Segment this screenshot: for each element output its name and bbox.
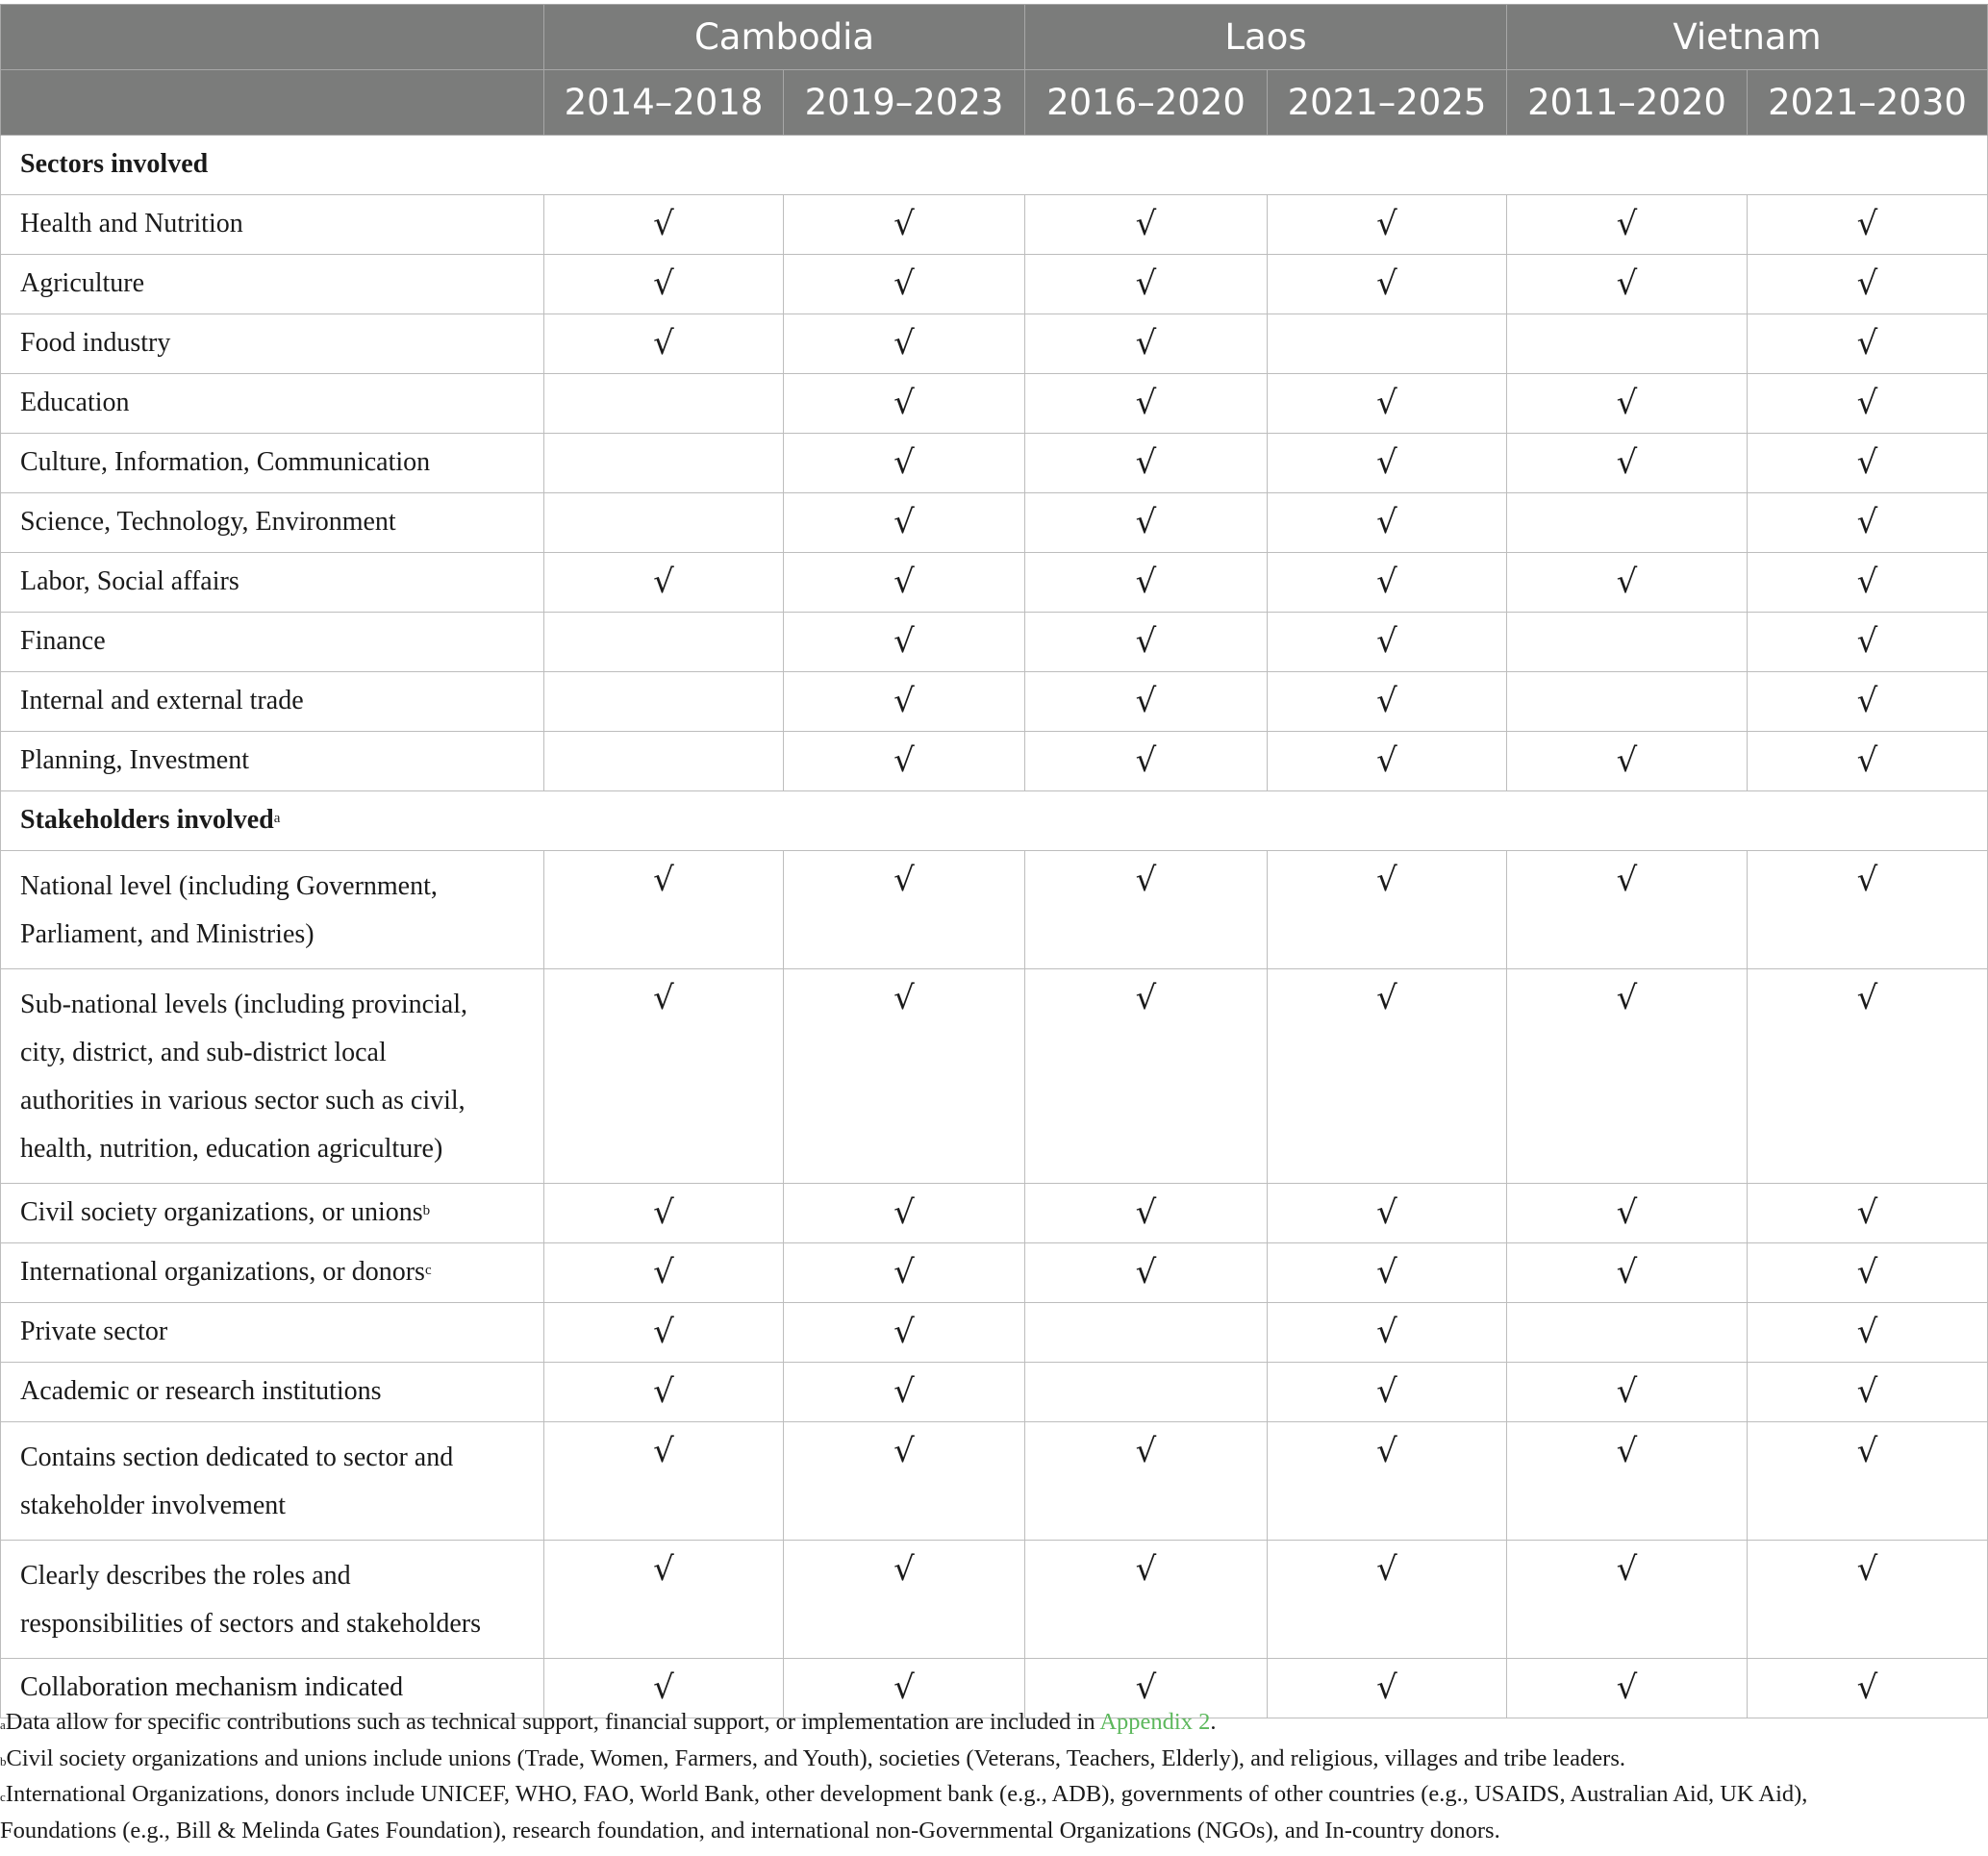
section-row bbox=[1, 791, 1988, 851]
check-mark: √ bbox=[1748, 969, 1988, 1184]
check-mark: √ bbox=[544, 1243, 784, 1303]
footnote-marker: c bbox=[424, 1263, 432, 1278]
row-label: National level (including Government, Parliament, and Ministries) bbox=[1, 851, 544, 969]
check-mark: √ bbox=[1268, 1659, 1507, 1718]
row-label: Finance bbox=[1, 613, 544, 672]
check-mark: √ bbox=[784, 1363, 1025, 1422]
check-mark: √ bbox=[1507, 1243, 1748, 1303]
check-mark: √ bbox=[784, 732, 1025, 791]
check-mark: √ bbox=[1025, 1541, 1268, 1659]
table-row bbox=[1, 1243, 1988, 1303]
check-mark: √ bbox=[1268, 732, 1507, 791]
row-label: Private sector bbox=[1, 1303, 544, 1363]
check-mark: √ bbox=[1748, 1243, 1988, 1303]
row-label: Culture, Information, Communication bbox=[1, 434, 544, 493]
period-header: 2016–2020 bbox=[1025, 70, 1268, 136]
check-mark: √ bbox=[1507, 553, 1748, 613]
table-row bbox=[1, 1363, 1988, 1422]
empty-cell bbox=[1507, 613, 1748, 672]
check-mark: √ bbox=[1025, 613, 1268, 672]
check-mark: √ bbox=[784, 255, 1025, 314]
table-row bbox=[1, 493, 1988, 553]
check-mark: √ bbox=[1268, 374, 1507, 434]
check-mark: √ bbox=[1025, 374, 1268, 434]
check-mark: √ bbox=[784, 434, 1025, 493]
check-mark: √ bbox=[1507, 1363, 1748, 1422]
row-label: Civil society organizations, or unions$^b$ bbox=[1, 1184, 544, 1243]
footnote-b: $^b$Civil society organizations and unions include unions (Trade, Women, Farmers, and Youth), societies (Veterans, Teachers, Elderly), and religious, villages and tribe leaders. bbox=[0, 1744, 1626, 1771]
row-label: Labor, Social affairs bbox=[1, 553, 544, 613]
check-mark: √ bbox=[1268, 1541, 1507, 1659]
check-mark: √ bbox=[544, 1541, 784, 1659]
check-mark: √ bbox=[1268, 255, 1507, 314]
empty-cell bbox=[1025, 1363, 1268, 1422]
check-mark: √ bbox=[1025, 1184, 1268, 1243]
empty-cell bbox=[1268, 314, 1507, 374]
country-header: Vietnam bbox=[1507, 5, 1988, 70]
check-mark: √ bbox=[1507, 1422, 1748, 1541]
table-row bbox=[1, 1422, 1988, 1541]
check-mark: √ bbox=[1748, 493, 1988, 553]
check-mark: √ bbox=[544, 553, 784, 613]
empty-cell bbox=[1507, 493, 1748, 553]
empty-cell bbox=[544, 672, 784, 732]
section-title: Sectors involved bbox=[1, 136, 1988, 195]
table-row bbox=[1, 732, 1988, 791]
table-row bbox=[1, 314, 1988, 374]
check-mark: √ bbox=[784, 553, 1025, 613]
row-label: Contains section dedicated to sector and stakeholder involvement bbox=[1, 1422, 544, 1541]
table-row bbox=[1, 1303, 1988, 1363]
table-row bbox=[1, 434, 1988, 493]
check-mark: √ bbox=[1748, 1541, 1988, 1659]
check-mark: √ bbox=[1268, 1184, 1507, 1243]
check-mark: √ bbox=[1025, 1243, 1268, 1303]
check-mark: √ bbox=[1507, 1659, 1748, 1718]
empty-cell bbox=[544, 434, 784, 493]
check-mark: √ bbox=[784, 1422, 1025, 1541]
check-mark: √ bbox=[1507, 732, 1748, 791]
appendix-link[interactable]: Appendix 2 bbox=[1099, 1709, 1211, 1735]
row-label: Academic or research institutions bbox=[1, 1363, 544, 1422]
check-mark: √ bbox=[544, 1303, 784, 1363]
check-mark: √ bbox=[1268, 434, 1507, 493]
empty-cell bbox=[1507, 672, 1748, 732]
period-header: 2014–2018 bbox=[544, 70, 784, 136]
check-mark: √ bbox=[1748, 851, 1988, 969]
check-mark: √ bbox=[544, 851, 784, 969]
check-mark: √ bbox=[1748, 553, 1988, 613]
empty-cell bbox=[544, 732, 784, 791]
section-title: Stakeholders involved$^a$ bbox=[1, 791, 1988, 851]
footnote-a: $^a$Data allow for specific contributions such as technical support, financial support, or implementation are included in Appendix 2. bbox=[0, 1709, 1217, 1735]
check-mark: √ bbox=[1025, 851, 1268, 969]
footnote-marker: b bbox=[422, 1203, 431, 1218]
check-mark: √ bbox=[544, 1659, 784, 1718]
table-body bbox=[1, 136, 1988, 1718]
footnote-marker: a bbox=[273, 811, 281, 826]
row-label: Agriculture bbox=[1, 255, 544, 314]
check-mark: √ bbox=[784, 613, 1025, 672]
check-mark: √ bbox=[1268, 613, 1507, 672]
check-mark: √ bbox=[784, 195, 1025, 255]
check-mark: √ bbox=[1268, 553, 1507, 613]
empty-cell bbox=[1025, 1303, 1268, 1363]
check-mark: √ bbox=[784, 1303, 1025, 1363]
check-mark: √ bbox=[1748, 195, 1988, 255]
check-mark: √ bbox=[1748, 613, 1988, 672]
table-row bbox=[1, 1184, 1988, 1243]
row-label: Internal and external trade bbox=[1, 672, 544, 732]
header-corner bbox=[1, 5, 544, 70]
check-mark: √ bbox=[1268, 493, 1507, 553]
check-mark: √ bbox=[1748, 314, 1988, 374]
check-mark: √ bbox=[1507, 969, 1748, 1184]
check-mark: √ bbox=[1025, 314, 1268, 374]
check-mark: √ bbox=[1507, 1541, 1748, 1659]
check-mark: √ bbox=[1748, 1363, 1988, 1422]
check-mark: √ bbox=[784, 314, 1025, 374]
check-mark: √ bbox=[784, 493, 1025, 553]
check-mark: √ bbox=[784, 969, 1025, 1184]
check-mark: √ bbox=[1507, 851, 1748, 969]
check-mark: √ bbox=[1748, 255, 1988, 314]
check-mark: √ bbox=[784, 374, 1025, 434]
period-header: 2019–2023 bbox=[784, 70, 1025, 136]
check-mark: √ bbox=[1268, 195, 1507, 255]
country-header: Cambodia bbox=[544, 5, 1025, 70]
check-mark: √ bbox=[1025, 195, 1268, 255]
row-label: Food industry bbox=[1, 314, 544, 374]
period-header: 2021–2030 bbox=[1748, 70, 1988, 136]
check-mark: √ bbox=[544, 314, 784, 374]
check-mark: √ bbox=[544, 195, 784, 255]
check-mark: √ bbox=[1507, 434, 1748, 493]
check-mark: √ bbox=[1268, 1363, 1507, 1422]
check-mark: √ bbox=[1025, 1422, 1268, 1541]
check-mark: √ bbox=[544, 1422, 784, 1541]
check-mark: √ bbox=[1748, 1303, 1988, 1363]
table-row bbox=[1, 255, 1988, 314]
check-mark: √ bbox=[544, 1184, 784, 1243]
check-mark: √ bbox=[1268, 1422, 1507, 1541]
check-mark: √ bbox=[1025, 493, 1268, 553]
check-mark: √ bbox=[1025, 553, 1268, 613]
check-mark: √ bbox=[1268, 851, 1507, 969]
check-mark: √ bbox=[1748, 732, 1988, 791]
empty-cell bbox=[1507, 1303, 1748, 1363]
row-label: Planning, Investment bbox=[1, 732, 544, 791]
check-mark: √ bbox=[784, 1541, 1025, 1659]
period-header: 2021–2025 bbox=[1268, 70, 1507, 136]
sector-stakeholder-table bbox=[0, 4, 1988, 1718]
table-row bbox=[1, 195, 1988, 255]
check-mark: √ bbox=[1748, 1659, 1988, 1718]
footnote-c: $^c$International Organizations, donors include UNICEF, WHO, FAO, World Bank, other development bank (e.g., ADB), governments of other countries (e.g., USAIDS, Australian Aid, UK Aid), Foundations (e.g., Bill & Melinda Gates Foundation), research foundation, and international non-Governmental Organizations (NGOs), and In-country donors. bbox=[0, 1781, 1808, 1843]
check-mark: √ bbox=[1748, 672, 1988, 732]
table-row bbox=[1, 613, 1988, 672]
table-row bbox=[1, 1541, 1988, 1659]
table-header bbox=[1, 5, 1988, 136]
table-row bbox=[1, 672, 1988, 732]
check-mark: √ bbox=[784, 1659, 1025, 1718]
check-mark: √ bbox=[1748, 434, 1988, 493]
check-mark: √ bbox=[1748, 1422, 1988, 1541]
check-mark: √ bbox=[1025, 255, 1268, 314]
country-header: Laos bbox=[1025, 5, 1507, 70]
row-label: Clearly describes the roles and responsibilities of sectors and stakeholders bbox=[1, 1541, 544, 1659]
check-mark: √ bbox=[784, 1243, 1025, 1303]
check-mark: √ bbox=[1507, 1184, 1748, 1243]
empty-cell bbox=[1507, 314, 1748, 374]
empty-cell bbox=[544, 613, 784, 672]
check-mark: √ bbox=[1025, 672, 1268, 732]
section-row bbox=[1, 136, 1988, 195]
check-mark: √ bbox=[544, 255, 784, 314]
check-mark: √ bbox=[784, 1184, 1025, 1243]
check-mark: √ bbox=[784, 672, 1025, 732]
check-mark: √ bbox=[1025, 1659, 1268, 1718]
row-label: Health and Nutrition bbox=[1, 195, 544, 255]
row-label: Sub-national levels (including provincial, city, district, and sub-district local authorities in various sector such as civil, health, nutrition, education agriculture) bbox=[1, 969, 544, 1184]
table-row bbox=[1, 553, 1988, 613]
check-mark: √ bbox=[1748, 374, 1988, 434]
row-label: Education bbox=[1, 374, 544, 434]
period-header: 2011–2020 bbox=[1507, 70, 1748, 136]
check-mark: √ bbox=[1025, 969, 1268, 1184]
check-mark: √ bbox=[544, 969, 784, 1184]
row-label: Collaboration mechanism indicated bbox=[1, 1659, 544, 1718]
check-mark: √ bbox=[1268, 1243, 1507, 1303]
check-mark: √ bbox=[1268, 969, 1507, 1184]
check-mark: √ bbox=[1507, 374, 1748, 434]
footnotes bbox=[0, 1704, 1988, 1848]
row-label: International organizations, or donors$^c$ bbox=[1, 1243, 544, 1303]
table-row bbox=[1, 374, 1988, 434]
check-mark: √ bbox=[1025, 434, 1268, 493]
check-mark: √ bbox=[1748, 1184, 1988, 1243]
table-row bbox=[1, 851, 1988, 969]
empty-cell bbox=[544, 374, 784, 434]
check-mark: √ bbox=[1507, 255, 1748, 314]
check-mark: √ bbox=[784, 851, 1025, 969]
check-mark: √ bbox=[1268, 1303, 1507, 1363]
check-mark: √ bbox=[1268, 672, 1507, 732]
row-label: Science, Technology, Environment bbox=[1, 493, 544, 553]
check-mark: √ bbox=[1507, 195, 1748, 255]
header-corner-lower bbox=[1, 70, 544, 136]
check-mark: √ bbox=[1025, 732, 1268, 791]
check-mark: √ bbox=[544, 1363, 784, 1422]
table-row bbox=[1, 969, 1988, 1184]
empty-cell bbox=[544, 493, 784, 553]
